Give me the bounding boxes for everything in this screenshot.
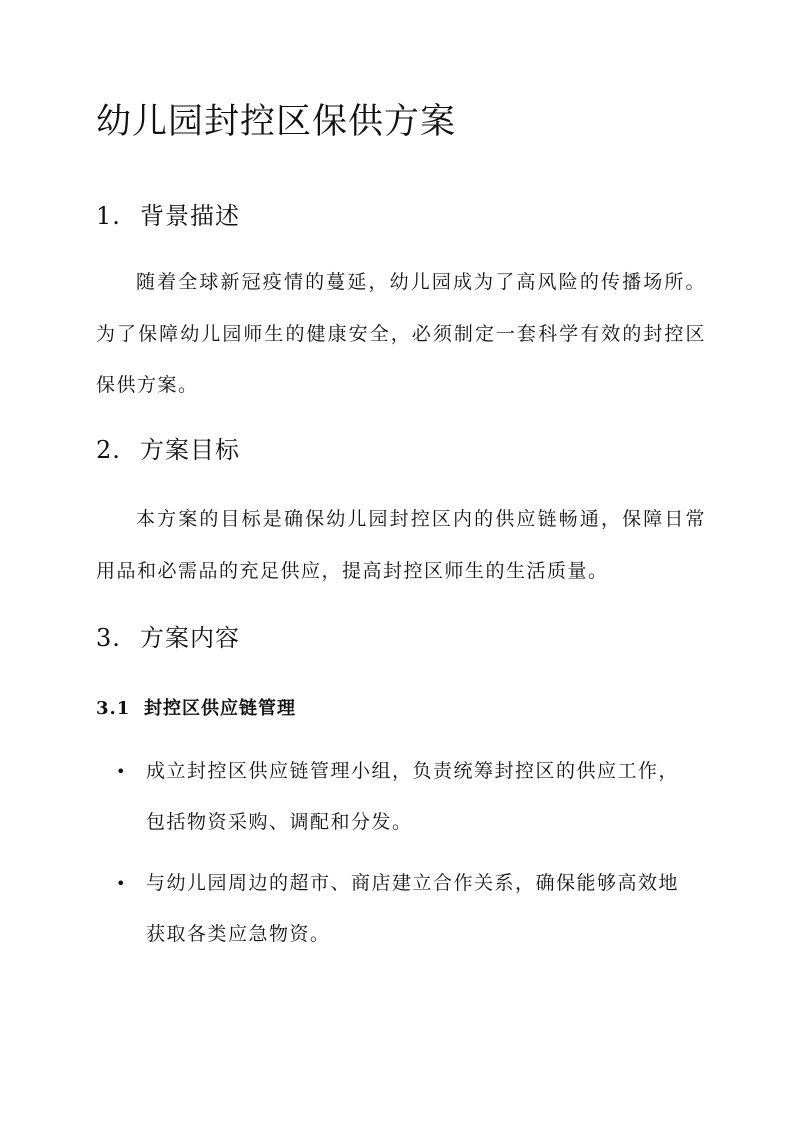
section-paragraph-background: 随着全球新冠疫情的蔓延，幼儿园成为了高风险的传播场所。为了保障幼儿园师生的健康安全，必须制定一套科学有效的封控区保供方案。 bbox=[96, 271, 706, 396]
bullet-icon: • bbox=[116, 762, 127, 781]
subsection-number: 3.1 bbox=[96, 698, 131, 719]
subsection-heading-supply-chain bbox=[96, 694, 296, 720]
list-item bbox=[116, 858, 696, 960]
section-title: 方案内容 bbox=[140, 624, 240, 652]
section-number: 3. bbox=[96, 624, 121, 652]
subsection-title: 封控区供应链管理 bbox=[144, 698, 296, 719]
list-item-text: 成立封控区供应链管理小组，负责统筹封控区的供应工作，包括物资采购、调配和分发。 bbox=[146, 760, 680, 833]
document-title: 幼儿园封控区保供方案 bbox=[96, 102, 457, 142]
section-number: 1. bbox=[96, 202, 121, 230]
bullet-icon: • bbox=[116, 874, 127, 893]
section-heading-background bbox=[96, 196, 240, 231]
section-number: 2. bbox=[96, 436, 121, 464]
section-heading-goal bbox=[96, 430, 240, 465]
list-item bbox=[116, 746, 696, 848]
section-title: 背景描述 bbox=[140, 202, 240, 230]
section-title: 方案目标 bbox=[140, 436, 240, 464]
list-item-text: 与幼儿园周边的超市、商店建立合作关系，确保能够高效地获取各类应急物资。 bbox=[146, 872, 680, 945]
section-paragraph-goal: 本方案的目标是确保幼儿园封控区内的供应链畅通，保障日常用品和必需品的充足供应，提高封控区师生的生活质量。 bbox=[96, 508, 706, 582]
section-heading-content bbox=[96, 618, 240, 653]
